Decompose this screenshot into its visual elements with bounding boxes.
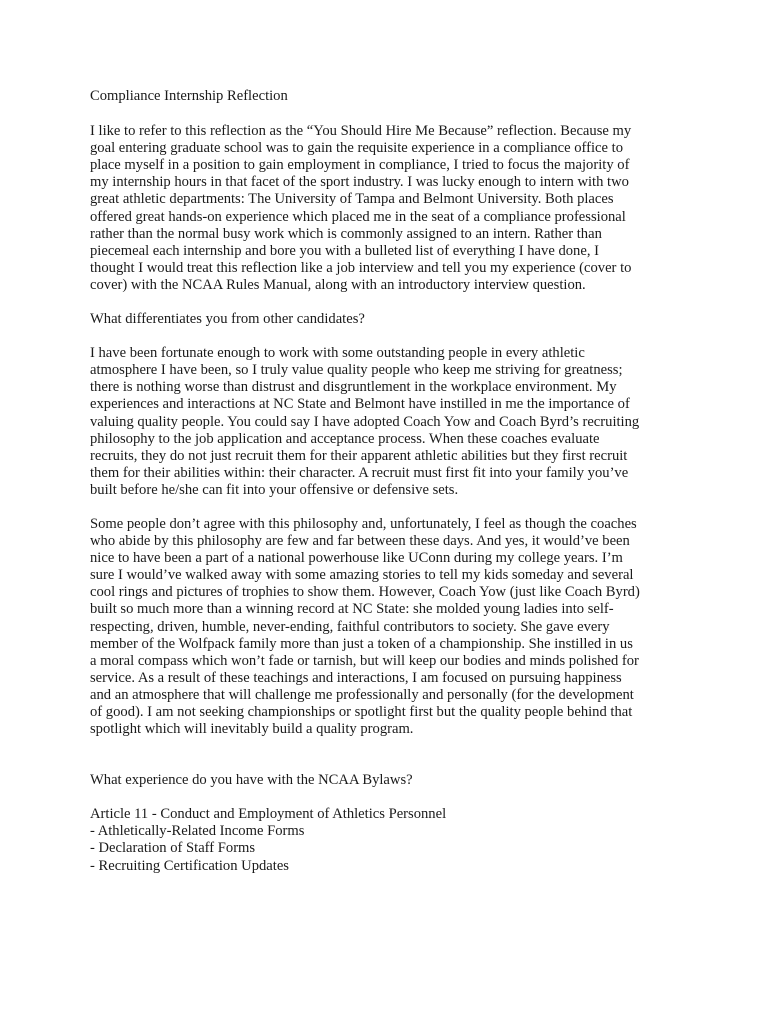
text-line: spotlight which will inevitably build a quality program. xyxy=(90,721,414,738)
text-line: and an atmosphere that will challenge me professionally and personally (for the development xyxy=(90,686,634,703)
intro-paragraph xyxy=(90,123,700,294)
question-heading: What differentiates you from other candidates? xyxy=(90,311,365,328)
text-line: cover) with the NCAA Rules Manual, along with an introductory interview question. xyxy=(90,276,586,293)
text-line: my internship hours in that facet of the sport industry. I was lucky enough to intern with two xyxy=(90,174,629,191)
text-line: built so much more than a winning record at NC State: she molded young ladies into self- xyxy=(90,601,614,618)
text-line: place myself in a position to gain employment in compliance, I tried to focus the majority of xyxy=(90,157,630,174)
text-line: cool rings and pictures of trophies to show them. However, Coach Yow (just like Coach Byrd) xyxy=(90,584,640,601)
text-line: philosophy to the job application and acceptance process. When these coaches evaluate xyxy=(90,430,600,447)
text-line: I have been fortunate enough to work with some outstanding people in every athletic xyxy=(90,345,585,362)
text-line: thought I would treat this reflection like a job interview and tell you my experience (cover to xyxy=(90,259,632,276)
text-line: respecting, driven, humble, never-ending, faithful contributors to society. She gave every xyxy=(90,618,610,635)
text-line: who abide by this philosophy are few and far between these days. And yes, it would’ve been xyxy=(90,533,630,550)
text-line: recruits, they do not just recruit them for their apparent athletic abilities but they first recruit xyxy=(90,447,628,464)
text-line: piecemeal each internship and bore you with a bulleted list of everything I have done, I xyxy=(90,242,599,259)
article-list xyxy=(90,806,700,874)
text-line: rather than the normal busy work which is commonly assigned to an intern. Rather than xyxy=(90,225,602,242)
text-line: sure I would’ve walked away with some amazing stories to tell my kids someday and several xyxy=(90,567,634,584)
text-line: atmosphere I have been, so I truly value quality people who keep me striving for greatness; xyxy=(90,362,623,379)
text-line: service. As a result of these teachings and interactions, I am focused on pursuing happiness xyxy=(90,669,622,686)
question-heading: What experience do you have with the NCAA Bylaws? xyxy=(90,772,413,789)
text-line: a moral compass which won’t fade or tarnish, but will keep our bodies and minds polished for xyxy=(90,652,639,669)
text-line: great athletic departments: The University of Tampa and Belmont University. Both places xyxy=(90,191,614,208)
list-item: - Recruiting Certification Updates xyxy=(90,857,289,874)
text-line: offered great hands-on experience which placed me in the seat of a compliance professional xyxy=(90,208,626,225)
text-line: built before he/she can fit into your offensive or defensive sets. xyxy=(90,481,459,498)
text-line: Some people don’t agree with this philosophy and, unfortunately, I feel as though the coaches xyxy=(90,515,637,532)
answer-paragraph xyxy=(90,516,700,738)
list-item: - Athletically-Related Income Forms xyxy=(90,823,305,840)
document-page xyxy=(90,88,700,875)
text-line: them for their abilities within: their character. A recruit must first fit into your family you’ve xyxy=(90,464,629,481)
text-line: of good). I am not seeking championships or spotlight first but the quality people behind that xyxy=(90,704,633,720)
list-item: - Declaration of Staff Forms xyxy=(90,840,256,857)
document-title: Compliance Internship Reflection xyxy=(90,88,288,104)
text-line: there is nothing worse than distrust and disgruntlement in the workplace environment. My xyxy=(90,379,617,396)
text-line: I like to refer to this reflection as the “You Should Hire Me Because” reflection. Because my xyxy=(90,123,632,140)
text-line: nice to have been a part of a national powerhouse like UConn during my college years. I’m xyxy=(90,550,623,567)
article-heading: Article 11 - Conduct and Employment of Athletics Personnel xyxy=(90,806,447,823)
text-line: experiences and interactions at NC State and Belmont have instilled in me the importance of xyxy=(90,396,630,413)
text-line: goal entering graduate school was to gain the requisite experience in a compliance office to xyxy=(90,140,624,157)
text-line: member of the Wolfpack family more than just a token of a championship. She instilled in us xyxy=(90,635,633,652)
answer-paragraph xyxy=(90,345,700,499)
text-line: valuing quality people. You could say I have adopted Coach Yow and Coach Byrd’s recruiting xyxy=(90,413,640,430)
